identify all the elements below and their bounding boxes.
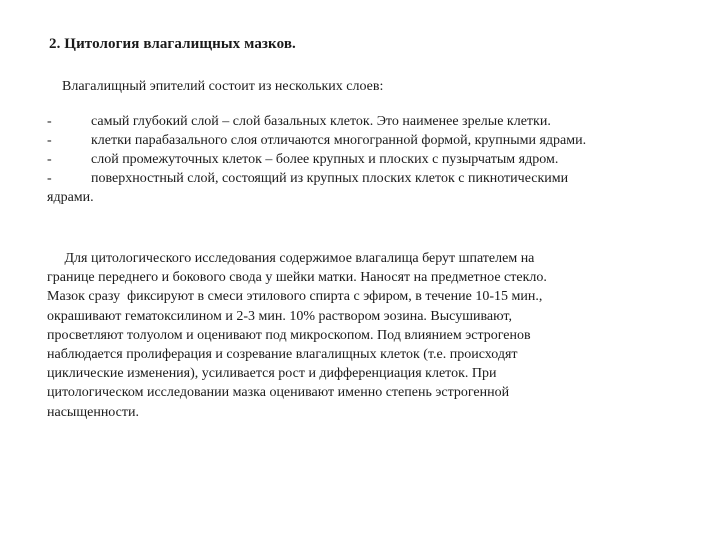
paragraph-line: просветляют толуолом и оценивают под микроскопом. Под влиянием эстрогенов <box>47 327 531 343</box>
list-item <box>47 112 677 131</box>
paragraph-line: циклические изменения), усиливается рост и дифференциация клеток. При <box>47 366 497 382</box>
list-dash: - <box>47 171 52 186</box>
epithelium-layers-list <box>47 112 677 207</box>
list-item-continuation: ядрами. <box>47 190 94 205</box>
list-item <box>47 169 677 207</box>
list-dash: - <box>47 152 52 167</box>
list-item-text: слой промежуточных клеток – более крупных и плоских с пузырчатым ядром. <box>91 152 559 167</box>
paragraph-line: Для цитологического исследования содержимое влагалища берут шпателем на <box>47 251 535 266</box>
list-item <box>47 131 677 150</box>
method-paragraph <box>47 249 687 422</box>
list-item-text: поверхностный слой, состоящий из крупных плоских клеток с пикнотическими <box>91 171 569 186</box>
list-dash: - <box>47 133 52 148</box>
list-item-text: самый глубокий слой – слой базальных клеток. Это наименее зрелые клетки. <box>91 114 551 129</box>
paragraph-line: окрашивают гематоксилином и 2-3 мин. 10% раствором эозина. Высушивают, <box>47 308 512 324</box>
list-dash: - <box>47 114 52 129</box>
paragraph-line: Мазок сразу фиксируют в смеси этилового спирта с эфиром, в течение 10-15 мин., <box>47 289 543 305</box>
paragraph-line: границе переднего и бокового свода у шейки матки. Наносят на предметное стекло. <box>47 270 547 286</box>
paragraph-line: насыщенности. <box>47 404 139 420</box>
section-heading: 2. Цитология влагалищных мазков. <box>49 36 296 52</box>
list-item <box>47 150 677 169</box>
paragraph-line: цитологическом исследовании мазка оценивают именно степень эстрогенной <box>47 385 510 401</box>
list-item-text: клетки парабазального слоя отличаются многогранной формой, крупными ядрами. <box>91 133 587 148</box>
intro-paragraph: Влагалищный эпителий состоит из нескольких слоев: <box>62 79 384 94</box>
paragraph-line: наблюдается пролиферация и созревание влагалищных клеток (т.е. происходят <box>47 347 518 363</box>
